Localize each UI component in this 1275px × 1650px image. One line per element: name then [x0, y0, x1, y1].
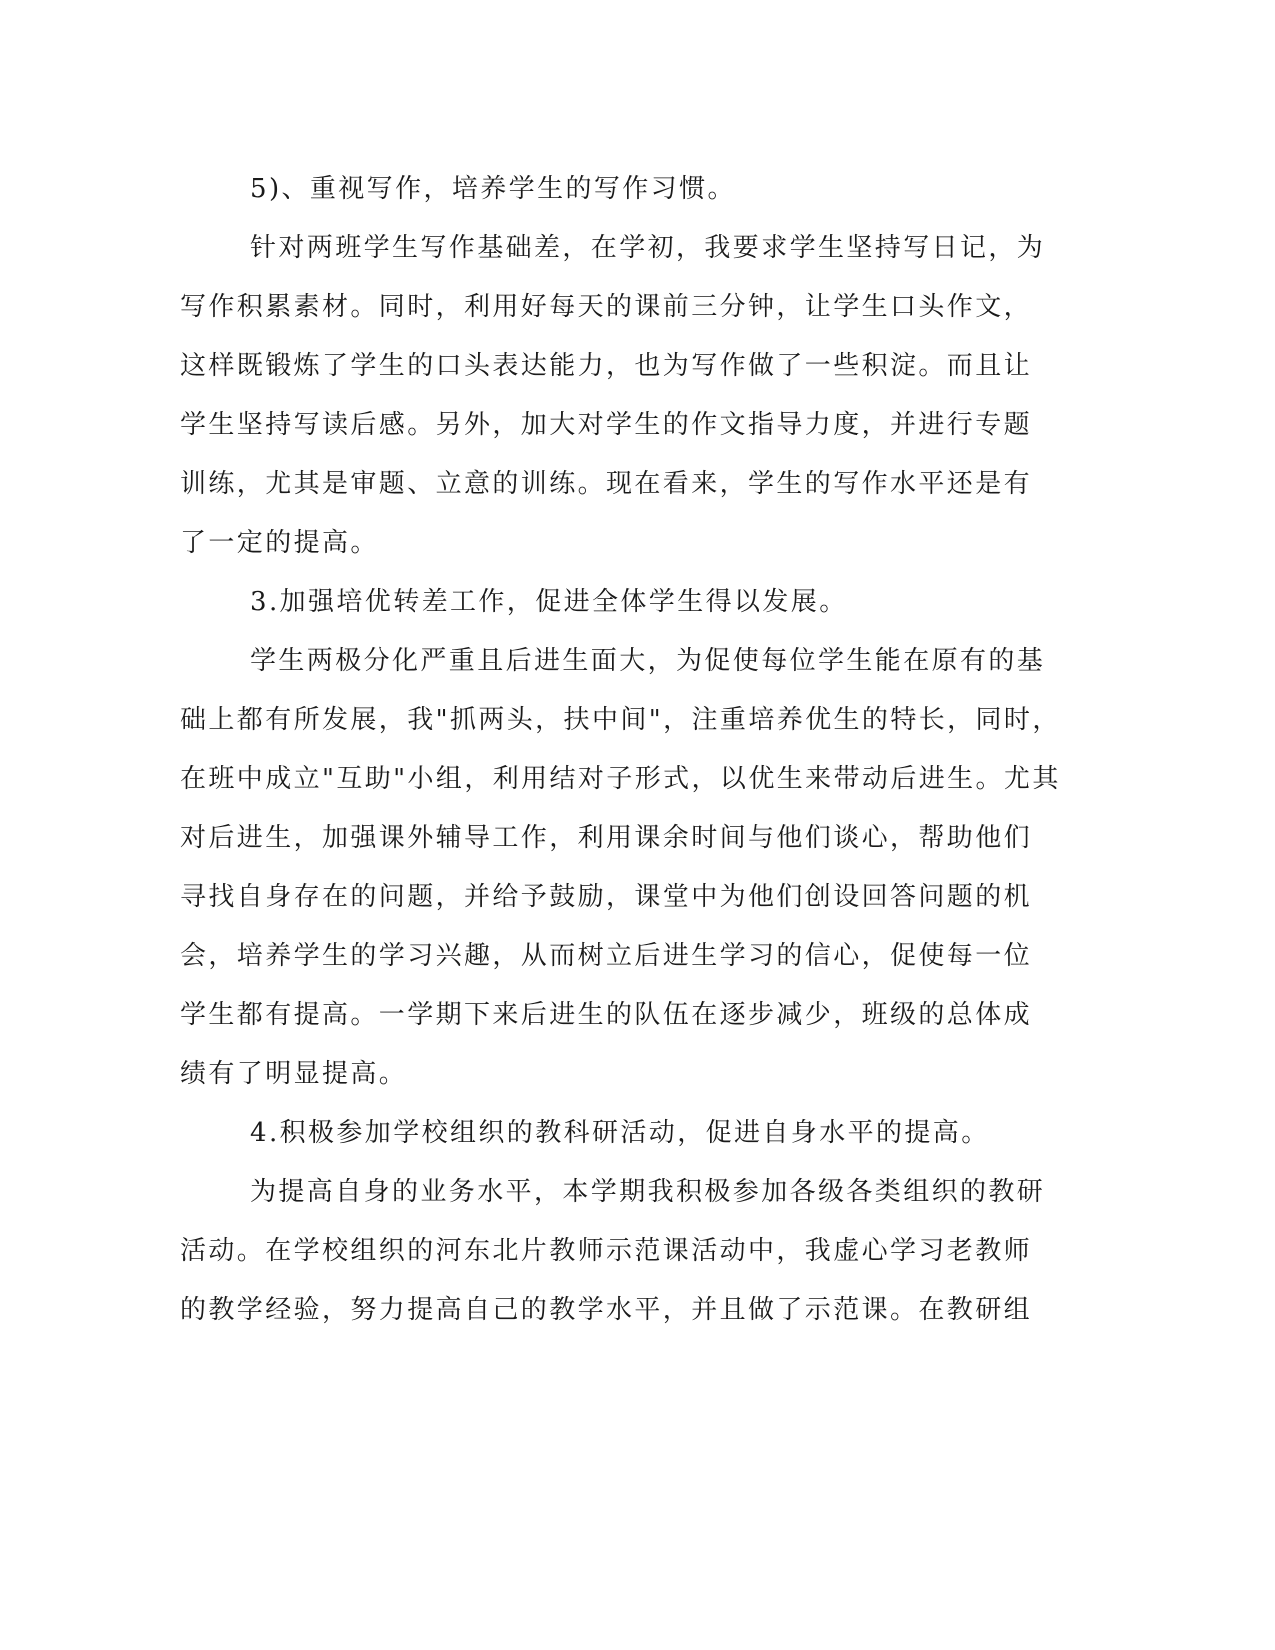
- document-body: [180, 160, 1061, 1340]
- paragraph-line: 写作积累素材。同时，利用好每天的课前三分钟，让学生口头作文，: [180, 292, 1033, 322]
- paragraph-line: 活动。在学校组织的河东北片教师示范课活动中，我虚心学习老教师: [180, 1236, 1033, 1266]
- paragraph-line: 寻找自身存在的问题，并给予鼓励，课堂中为他们创设回答问题的机: [180, 882, 1033, 912]
- paragraph-line: 了一定的提高。: [180, 528, 379, 558]
- paragraph-line: 绩有了明显提高。: [180, 1059, 408, 1089]
- paragraph-line: 为提高自身的业务水平，本学期我积极参加各级各类组织的教研: [250, 1177, 1046, 1207]
- paragraph-line: 础上都有所发展，我"抓两头，扶中间"，注重培养优生的特长，同时，: [180, 705, 1061, 735]
- heading-research: 4.积极参加学校组织的教科研活动，促进自身水平的提高。: [250, 1118, 990, 1148]
- paragraph-line: 学生都有提高。一学期下来后进生的队伍在逐步减少，班级的总体成: [180, 1000, 1033, 1030]
- paragraph-line: 对后进生，加强课外辅导工作，利用课余时间与他们谈心，帮助他们: [180, 823, 1033, 853]
- heading-tutoring: 3.加强培优转差工作，促进全体学生得以发展。: [250, 587, 848, 617]
- paragraph-line: 学生坚持写读后感。另外，加大对学生的作文指导力度，并进行专题: [180, 410, 1033, 440]
- paragraph-line: 的教学经验，努力提高自己的教学水平，并且做了示范课。在教研组: [180, 1295, 1033, 1325]
- paragraph-line: 针对两班学生写作基础差，在学初，我要求学生坚持写日记，为: [250, 233, 1046, 263]
- heading-writing: 5)、重视写作，培养学生的写作习惯。: [250, 174, 736, 204]
- paragraph-line: 训练，尤其是审题、立意的训练。现在看来，学生的写作水平还是有: [180, 469, 1033, 499]
- paragraph-line: 在班中成立"互助"小组，利用结对子形式，以优生来带动后进生。尤其: [180, 764, 1061, 794]
- paragraph-line: 这样既锻炼了学生的口头表达能力，也为写作做了一些积淀。而且让: [180, 351, 1033, 381]
- paragraph-line: 会，培养学生的学习兴趣，从而树立后进生学习的信心，促使每一位: [180, 941, 1033, 971]
- paragraph-line: 学生两极分化严重且后进生面大，为促使每位学生能在原有的基: [250, 646, 1046, 676]
